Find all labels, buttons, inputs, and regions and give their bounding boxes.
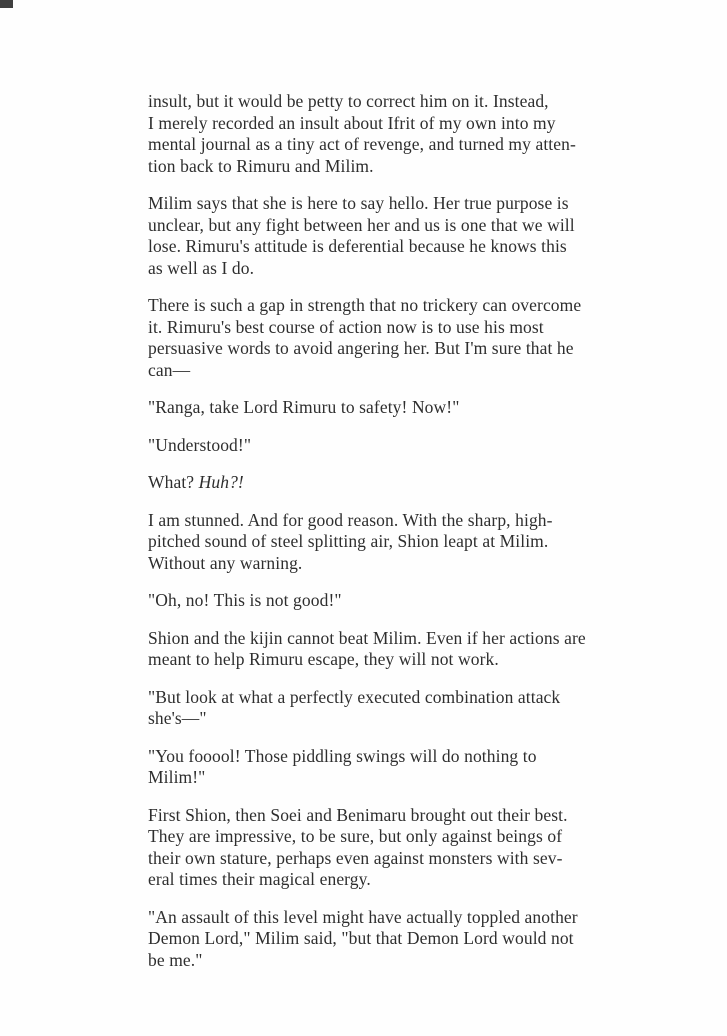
paragraph: Milim says that she is here to say hello. Her true purpose is unclear, but any fight between her and us is one that we will lose. Rimuru's attitude is deferential because he knows this as well as I do. xyxy=(148,193,575,278)
paragraph: Shion and the kijin cannot beat Milim. Even if her actions are meant to help Rimuru escape, they will not work. xyxy=(148,627,586,669)
paragraph: "You fooool! Those piddling swings will do nothing to Milim!" xyxy=(148,745,537,787)
paragraph: "Ranga, take Lord Rimuru to safety! Now!" xyxy=(148,397,460,417)
paragraph: There is such a gap in strength that no trickery can overcome it. Rimuru's best course of action now is to use his most persuasive words to avoid angering her. But I'm sure that he can— xyxy=(148,295,582,380)
paragraph: "Understood!" xyxy=(148,434,252,455)
page-corner-artifact xyxy=(0,0,13,8)
paragraph: "But look at what a perfectly executed combination attack she's—" xyxy=(148,686,561,728)
paragraph: What? Huh?! xyxy=(148,472,244,492)
italic-phrase: Huh?! xyxy=(198,472,244,492)
text-column xyxy=(148,91,618,987)
paragraph: insult, but it would be petty to correct him on it. Instead, I merely recorded an insult about Ifrit of my own into my mental journal as a tiny act of revenge, and turned my atten- tion back to Rimuru and Milim. xyxy=(148,91,576,176)
paragraph: "An assault of this level might have actually toppled another Demon Lord," Milim said, "but that Demon Lord would not be me." xyxy=(148,906,578,970)
paragraph: I am stunned. And for good reason. With the sharp, high- pitched sound of steel splitting air, Shion leapt at Milim. Without any warning. xyxy=(148,509,553,573)
paragraph: "Oh, no! This is not good!" xyxy=(148,590,342,610)
paragraph: First Shion, then Soei and Benimaru brought out their best. They are impressive, to be sure, but only against beings of their own stature, perhaps even against monsters with sev- eral times their magical energy. xyxy=(148,804,568,889)
